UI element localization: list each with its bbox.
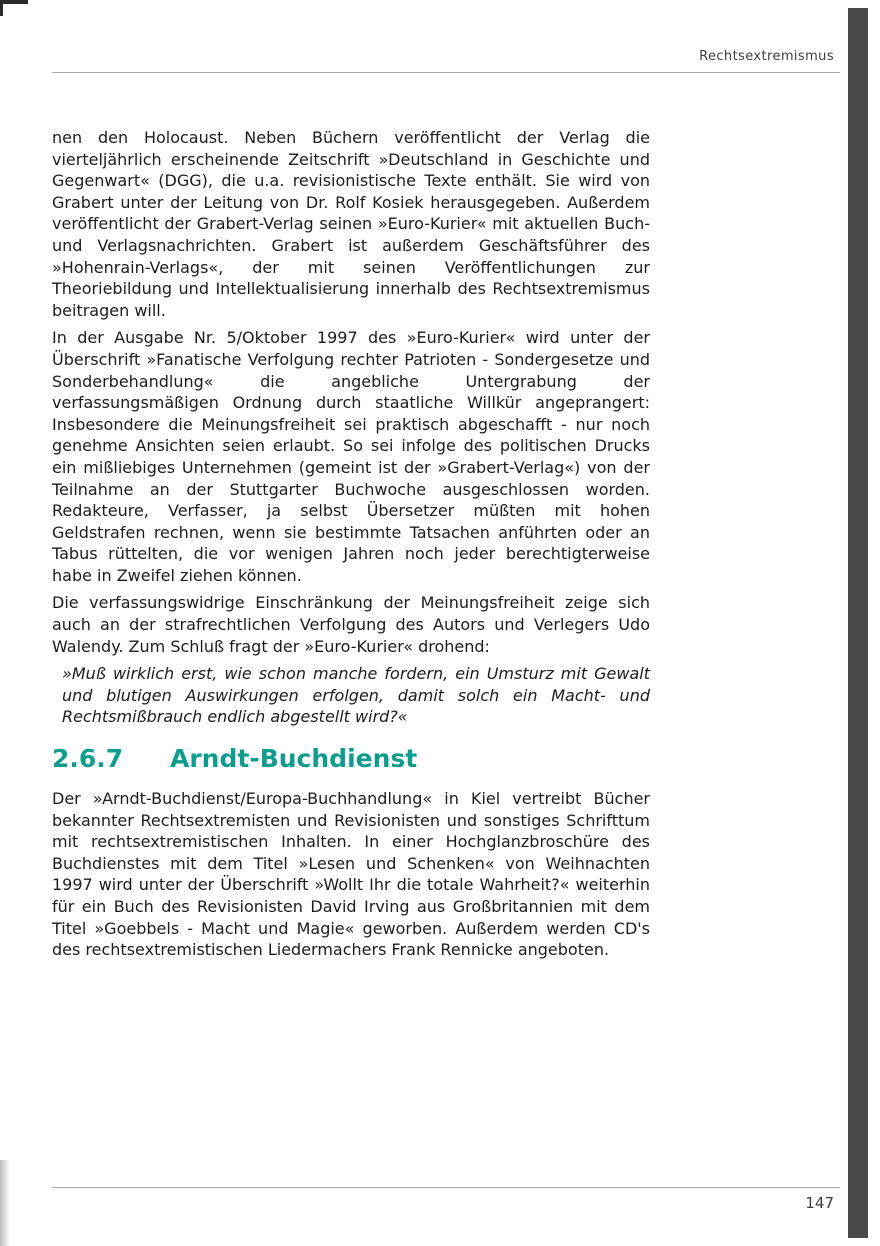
body-paragraph-3: Die verfassungswidrige Einschränkung der Meinungsfreiheit zeige sich auch an der strafrechtlichen Verfolgung des Autors und Verlegers Udo Walendy. Zum Schluß fragt der »Euro-Kurier« drohend: [52, 593, 650, 656]
body-paragraph-1: nen den Holocaust. Neben Büchern veröffentlicht der Verlag die vierteljährlich erscheinende Zeitschrift »Deutschland in Geschichte und Gegenwart« (DGG), die u.a. revisionistische Texte enthält. Sie wird von Grabert unter der Leitung von Dr. Rolf Kosiek herausgegeben. Außerdem veröffentlicht der Grabert-Verlag seinen »Euro-Kurier« mit aktuellen Buch- und Verlagsnachrichten. Grabert ist außerdem Geschäftsführer des »Hohenrain-Verlags«, der mit seinen Veröffentlichungen zur Theoriebildung und Intellektualisierung innerhalb des Rechtsextremismus beitragen will. [52, 128, 650, 320]
page-edge-bar [848, 8, 868, 1238]
section-number: 2.6.7 [52, 744, 124, 774]
body-paragraph-2: In der Ausgabe Nr. 5/Oktober 1997 des »Euro-Kurier« wird unter der Überschrift »Fanatische Verfolgung rechter Patrioten - Sondergesetze und Sonderbehandlung« die angebliche Untergrabung der verfassungsmäßigen Ordnung durch staatliche Willkür angeprangert: Insbesondere die Meinungsfreiheit sei praktisch abgeschafft - nur noch genehme Ansichten seien erlaubt. So sei infolge des politischen Drucks ein mißliebiges Unternehmen (gemeint ist der »Grabert-Verlag«) von der Teilnahme an der Stuttgarter Buchwoche ausgeschlossen worden. Redakteure, Verfasser, ja selbst Übersetzer müßten mit hohen Geldstrafen rechnen, wenn sie bestimmte Tatsachen anführten oder an Tabus rüttelten, die vor wenigen Jahren noch jeder berechtigterweise habe in Zweifel ziehen können. [52, 328, 650, 585]
section-title: Arndt-Buchdienst [170, 744, 418, 774]
crop-mark [0, 0, 28, 4]
section-heading [52, 744, 650, 774]
body-paragraph-4: Der »Arndt-Buchdienst/Europa-Buchhandlung« in Kiel vertreibt Bücher bekannter Rechtsextremisten und Revisionisten und sonstiges Schrifttum mit rechtsextremistischen Inhalten. In einer Hochglanzbroschüre des Buchdienstes mit dem Titel »Lesen und Schenken« von Weihnachten 1997 wird unter der Überschrift »Wollt Ihr die totale Wahrheit?« weiterhin für ein Buch des Revisionisten David Irving aus Großbritannien mit dem Titel »Goebbels - Macht und Magie« geworben. Außerdem werden CD's des rechtsextremistischen Liedermachers Frank Rennicke angeboten. [52, 789, 650, 960]
header-divider [52, 72, 840, 73]
footer-divider [52, 1187, 840, 1188]
quotation: »Muß wirklich erst, wie schon manche fordern, ein Umsturz mit Gewalt und blutigen Auswirkungen erfolgen, damit solch ein Macht- und Rechtsmißbrauch endlich abgestellt wird?« [62, 664, 650, 727]
running-header: Rechtsextremismus [699, 49, 834, 64]
page-number: 147 [805, 1194, 834, 1212]
scan-shadow [0, 1160, 10, 1246]
main-text-column [52, 127, 650, 961]
